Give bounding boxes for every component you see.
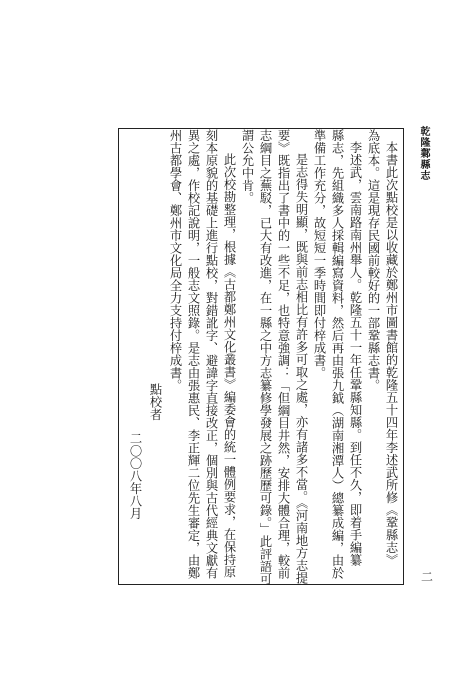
- text-column-10: 此次校勘整理，根據《古都鄭州文化叢書》編委會的統一體例要求，在保持原: [222, 153, 236, 578]
- text-column-2: 為底本。這是現存民國前較好的一部鞏縣志書。: [366, 129, 380, 392]
- text-column-13: 州古都學會、鄭州市文化局全力支持付梓成書。: [168, 129, 182, 392]
- text-frame: [118, 128, 404, 585]
- page-number: 二: [421, 570, 434, 584]
- text-column-4: 縣志，先組織多人採輯編寫資料，然后再由張九鉞（湖南湘潭人）總纂成編，由於: [330, 129, 344, 579]
- text-column-7: 要》既指出了書中的一些不足，也特意強調：「但綱目井然，安排大體合理，較前: [276, 129, 290, 579]
- text-column-5: 準備工作充分，故短短一季時間即付梓成書。: [312, 129, 326, 379]
- text-column-11: 刻本原貌的基礎上進行點校，對錯訛字、避諱字直接改正，個別與古代經典文獻有: [204, 129, 218, 579]
- text-column-6: 是志得失明顯，既與前志相比有許多可取之處，亦有諸多不當。《河南地方志提: [294, 153, 308, 585]
- book-title-header: 乾隆鄴縣志: [418, 126, 429, 181]
- text-column-1: 本書此次點校是以收藏於鄭州市圖書館的乾隆五十四年李述武所修《鞏縣志》: [384, 141, 398, 566]
- text-column-8: 志綱目之蕪駁，已大有改進，在一縣之中方志纂修學發展之跡歷歷可錄。」此評語可: [258, 129, 272, 586]
- text-column-12: 異之處，作校記說明，一般志文照錄。是志由張惠民、李正輝二位先生審定，由鄭: [186, 129, 200, 579]
- text-column-3: 李述武，雲南路南州舉人。乾隆五十一年任鞏縣知縣。到任不久，即着手編纂: [348, 141, 362, 566]
- text-column-9: 謂公允中肯。: [240, 129, 254, 204]
- signature-date: 二〇〇八年八月: [128, 432, 142, 520]
- editor-signature: 點校者: [148, 383, 162, 421]
